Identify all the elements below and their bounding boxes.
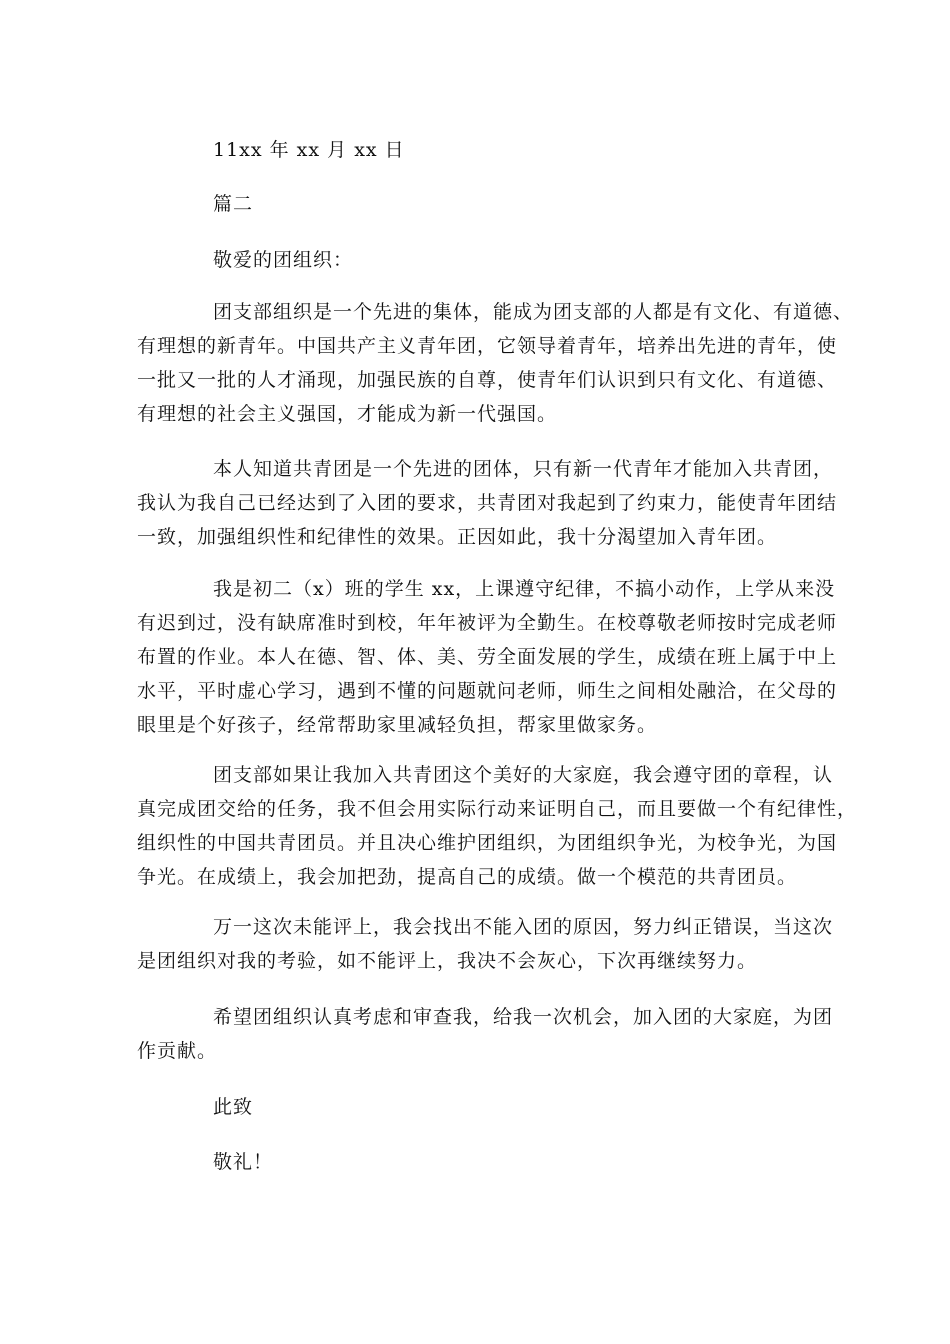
paragraph-6 (137, 1000, 834, 1068)
salutation (137, 243, 827, 277)
paragraph-line: 一批又一批的人才涌现，加强民族的自尊，使青年们认识到只有文化、有道德、 (137, 369, 838, 391)
paragraph-line: 布置的作业。本人在德、智、体、美、劳全面发展的学生，成绩在班上属于中上 (137, 646, 838, 668)
section-title (137, 187, 827, 221)
paragraph-4 (137, 758, 858, 894)
paragraph-line: 水平，平时虚心学习，遇到不懂的问题就问老师，师生之间相处融洽，在父母的 (137, 680, 838, 702)
section-title-text: 篇二 (213, 193, 254, 215)
paragraph-3 (137, 572, 838, 742)
paragraph-line: 有迟到过，没有缺席准时到校，年年被评为全勤生。在校尊敬老师按时完成老师 (137, 612, 838, 634)
paragraph-line: 组织性的中国共青团员。并且决心维护团组织，为团组织争光，为校争光，为国 (137, 832, 838, 854)
date-text: 11xx 年 xx 月 xx 日 (213, 139, 405, 161)
closing-line-2 (137, 1145, 827, 1179)
paragraph-line: 有理想的新青年。中国共产主义青年团，它领导着青年，培养出先进的青年，使 (137, 335, 838, 357)
closing-text-2: 敬礼！ (213, 1151, 274, 1173)
paragraph-line: 我认为我自己已经达到了入团的要求，共青团对我起到了约束力，能使青年团结 (137, 492, 838, 514)
paragraph-line: 作贡献。 (137, 1040, 218, 1062)
date-line (137, 133, 827, 167)
paragraph-5 (137, 910, 834, 978)
paragraph-line: 真完成团交给的任务，我不但会用实际行动来证明自己，而且要做一个有纪律性， (137, 798, 858, 820)
paragraph-2 (137, 452, 838, 554)
paragraph-line: 我是初二（x）班的学生 xx，上课遵守纪律，不搞小动作，上学从来没 (213, 578, 836, 600)
paragraph-line: 本人知道共青团是一个先进的团体，只有新一代青年才能加入共青团， (213, 458, 834, 480)
paragraph-line: 是团组织对我的考验，如不能评上，我决不会灰心，下次再继续努力。 (137, 950, 758, 972)
paragraph-line: 希望团组织认真考虑和审查我，给我一次机会，加入团的大家庭，为团 (213, 1006, 834, 1028)
paragraph-line: 团支部组织是一个先进的集体，能成为团支部的人都是有文化、有道德、 (213, 301, 854, 323)
paragraph-line: 一致，加强组织性和纪律性的效果。正因如此，我十分渴望加入青年团。 (137, 526, 778, 548)
salutation-text: 敬爱的团组织： (213, 249, 354, 271)
paragraph-line: 万一这次未能评上，我会找出不能入团的原因，努力纠正错误，当这次 (213, 916, 834, 938)
paragraph-line: 眼里是个好孩子，经常帮助家里减轻负担，帮家里做家务。 (137, 714, 658, 736)
paragraph-1 (137, 295, 854, 431)
paragraph-line: 有理想的社会主义强国，才能成为新一代强国。 (137, 403, 558, 425)
paragraph-line: 争光。在成绩上，我会加把劲，提高自己的成绩。做一个模范的共青团员。 (137, 866, 798, 888)
paragraph-line: 团支部如果让我加入共青团这个美好的大家庭，我会遵守团的章程，认 (213, 764, 834, 786)
closing-line-1 (137, 1090, 827, 1124)
closing-text-1: 此致 (213, 1096, 254, 1118)
